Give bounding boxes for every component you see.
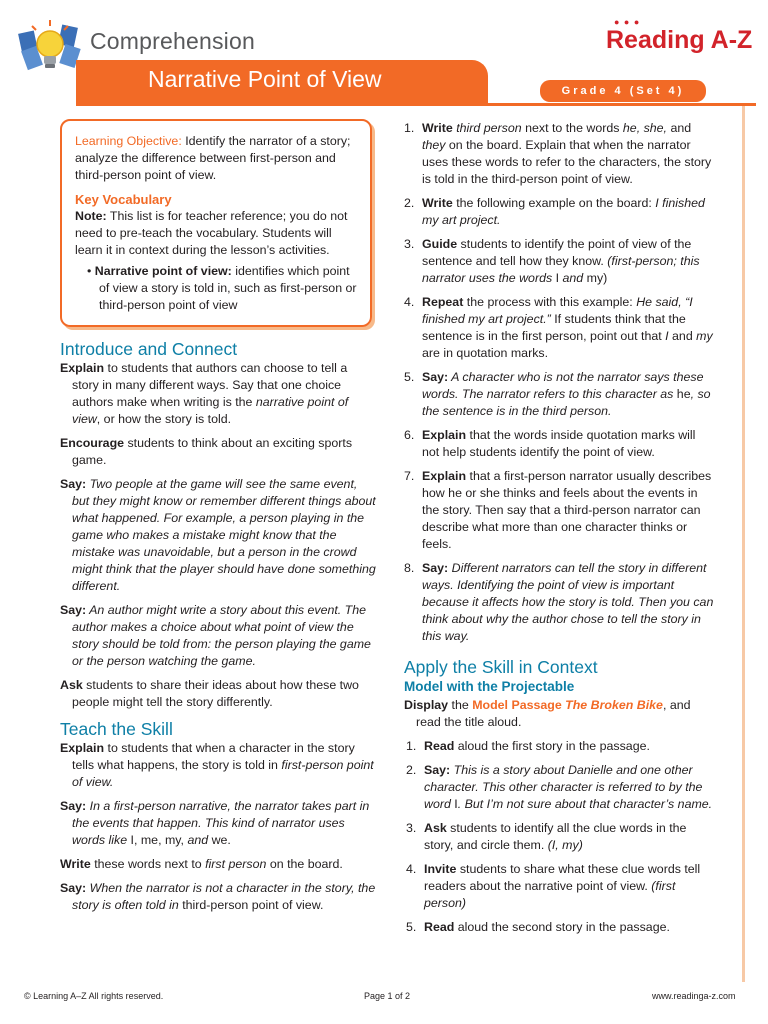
footer-url: www.readinga-z.com [652, 991, 736, 1001]
step-item [406, 738, 716, 755]
step-number: 4. [404, 295, 415, 309]
step-list [404, 120, 716, 645]
step-item [404, 236, 716, 287]
vocabulary-note: Note: This list is for teacher reference; you do not need to pre-teach the vocabulary. Students will learn it in context during the lesson’s activities. [75, 209, 348, 257]
key-vocabulary-title: Key Vocabulary [75, 192, 172, 207]
step-text: Say: This is a story about Danielle and one other character. This other character is referred to by the word I. But I’m not sure about that character’s name. [424, 763, 713, 811]
learning-objective: Learning Objective: Identify the narrator of a story; analyze the difference between first-person and third-person point of view. [75, 134, 351, 182]
step-number: 3. [406, 821, 417, 835]
step-number: 2. [404, 196, 415, 210]
heading-apply: Apply the Skill in Context [404, 657, 598, 677]
step-item [404, 560, 716, 645]
step-item [404, 120, 716, 188]
step-item [406, 861, 716, 912]
left-column [60, 341, 376, 921]
right-margin-rule [742, 106, 745, 982]
brand-logo [606, 17, 753, 55]
step-text: Write third person next to the words he, she, and they on the board. Explain that when the narrator uses these words to refer to the characters, the story is told in the third-person point of view. [422, 121, 712, 186]
model-passage-link[interactable]: Model Passage The Broken Bike [472, 698, 663, 712]
step-item [404, 195, 716, 229]
para-say-3: Say: In a first-person narrative, the narrator takes part in the events that happen. This kind of narrator uses words like I, me, my, and we. [60, 799, 370, 847]
para-encourage: Encourage students to think about an exciting sports game. [60, 436, 353, 467]
step-item [404, 369, 716, 420]
step-text: Say: A character who is not the narrator says these words. The narrator refers to this character as he, so the sentence is in the third person. [422, 370, 711, 418]
step-number: 5. [406, 920, 417, 934]
para-explain-2: Explain to students that when a character in the story tells what happens, the story is told in first-person point of view. [60, 741, 374, 789]
step-text: Explain that a first-person narrator usually describes how he or she thinks and feels about the events in the story. Then say that a third-person narrator can describe what more than one character thinks or feels. [422, 469, 712, 551]
para-display: Display the Model Passage The Broken Bike, and read the title aloud. [404, 698, 691, 729]
step-number: 4. [406, 862, 417, 876]
step-item [406, 820, 716, 854]
para-explain: Explain to students that authors can choose to tell a story in many different ways. Say that one choice authors make when writing is the narrative point of view, or how the story is told. [60, 361, 349, 426]
title-rule [76, 103, 756, 106]
step-number: 5. [404, 370, 415, 384]
step-text: Explain that the words inside quotation marks will not help students identify the point of view. [422, 428, 696, 459]
para-write: Write these words next to first person on the board. [60, 857, 343, 871]
footer-page: Page 1 of 2 [364, 991, 411, 1001]
step-item [406, 919, 716, 936]
section-name: Comprehension [90, 28, 255, 54]
step-text: Guide students to identify the point of view of the sentence and tell how they know. (first-person; this narrator uses the words I and my) [422, 237, 700, 285]
step-text: Say: Different narrators can tell the story in different ways. Identifying the point of view is important because it affects how the story is told. Then you can think about why the author chose to tell the story in this way. [422, 561, 714, 643]
step-item [404, 427, 716, 461]
heading-model: Model with the Projectable [404, 679, 575, 694]
para-say-4: Say: When the narrator is not a character in the story, the story is often told in third-person point of view. [60, 881, 376, 912]
step-number: 1. [404, 121, 415, 135]
footer-copyright: © Learning A–Z All rights reserved. [24, 991, 164, 1001]
vocabulary-term: • Narrative point of view: identifies which point of view a story is told in, such as first-person or third-person point of view [87, 264, 357, 312]
step-text: Read aloud the first story in the passage. [424, 739, 650, 753]
para-ask: Ask students to share their ideas about how these two people might tell the story differently. [60, 678, 359, 709]
step-item [404, 294, 716, 362]
heading-teach: Teach the Skill [60, 719, 173, 739]
step-text: Ask students to identify all the clue words in the story, and circle them. (I, my) [424, 821, 687, 852]
right-column [404, 120, 716, 943]
para-say-1: Say: Two people at the game will see the same event, but they might know or remember different things about what happened. For example, a person playing in the game who makes a mistake might know that the mistake was unavoidable, but a person in the crowd might think that the player should have done something different. [60, 477, 376, 593]
lightbulb-icon [18, 18, 82, 80]
brand-dots-icon: ● ● ● [614, 17, 641, 27]
step-number: 3. [404, 237, 415, 251]
page-title: Narrative Point of View [148, 66, 382, 92]
step-text: Read aloud the second story in the passage. [424, 920, 670, 934]
brand-name: Reading A-Z [606, 26, 753, 54]
step-number: 2. [406, 763, 417, 777]
step-number: 8. [404, 561, 415, 575]
step-number: 1. [406, 739, 417, 753]
step-number: 6. [404, 428, 415, 442]
step-text: Repeat the process with this example: He said, “I finished my art project.” If students think that the sentence is in the first person, point out that I and my are in quotation marks. [422, 295, 713, 360]
step-text: Invite students to share what these clue words tell readers about the narrative point of view. (first person) [424, 862, 701, 910]
step-number: 7. [404, 469, 415, 483]
grade-badge: Grade 4 (Set 4) [540, 80, 706, 102]
step-text: Write the following example on the board: I finished my art project. [422, 196, 705, 227]
objective-box [60, 119, 372, 327]
step-item [404, 468, 716, 553]
step-list-2 [404, 738, 716, 936]
heading-introduce: Introduce and Connect [60, 339, 238, 359]
step-item [406, 762, 716, 813]
para-say-2: Say: An author might write a story about this event. The author makes a choice about what point of view the story should be told from: the person playing the game or the person watching the game. [60, 603, 371, 668]
